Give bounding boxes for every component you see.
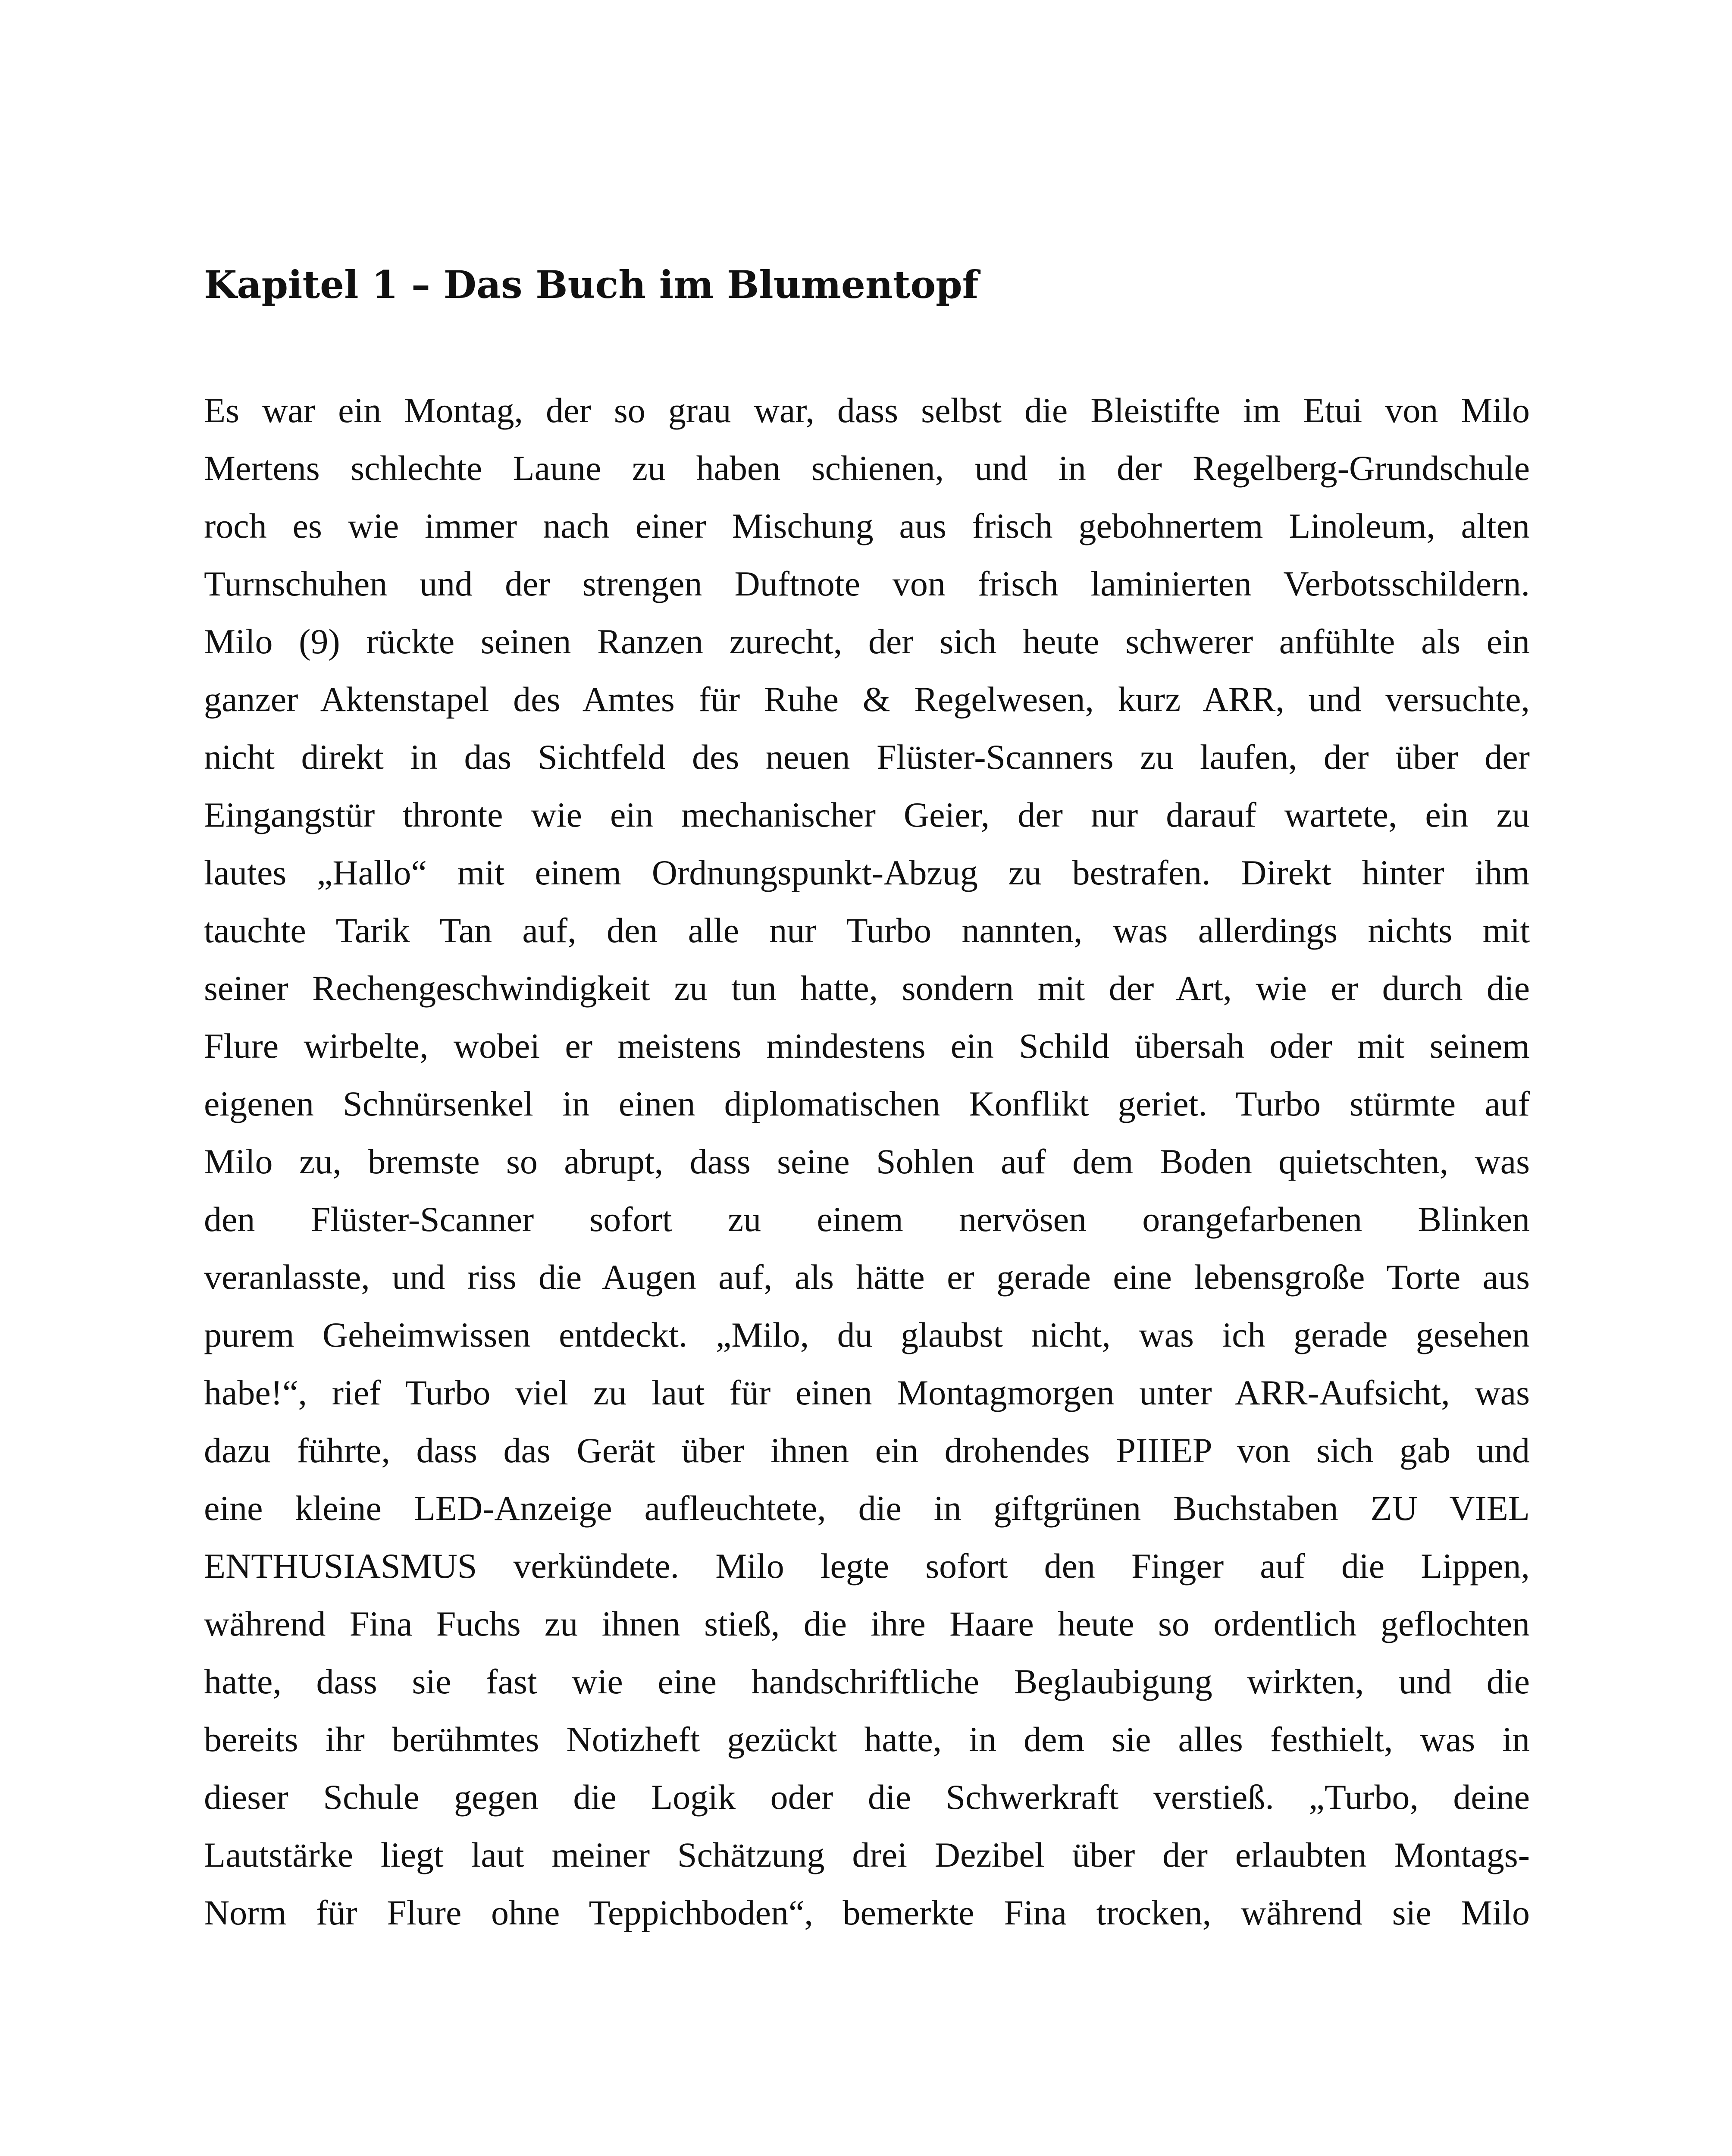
text-line: Flure wirbelte, wobei er meistens mindestens ein Schild übersah oder mit seinem — [204, 1026, 1530, 1065]
text-line: tauchte Tarik Tan auf, den alle nur Turbo nannten, was allerdings nichts mit — [204, 911, 1530, 950]
text-line: lautes „Hallo“ mit einem Ordnungspunkt-Abzug zu bestrafen. Direkt hinter ihm — [204, 853, 1530, 892]
text-line: Turnschuhen und der strengen Duftnote von frisch laminierten Verbotsschildern. — [204, 564, 1530, 603]
text-line: ganzer Aktenstapel des Amtes für Ruhe & Regelwesen, kurz ARR, und versuchte, — [204, 680, 1530, 719]
text-line: roch es wie immer nach einer Mischung aus frisch gebohnertem Linoleum, alten — [204, 506, 1530, 545]
text-line: Milo (9) rückte seinen Ranzen zurecht, der sich heute schwerer anfühlte als ein — [204, 622, 1530, 661]
text-line: bereits ihr berühmtes Notizheft gezückt hatte, in dem sie alles festhielt, was in — [204, 1720, 1530, 1759]
text-line: Norm für Flure ohne Teppichboden“, bemerkte Fina trocken, während sie Milo — [204, 1893, 1530, 1932]
text-line: hatte, dass sie fast wie eine handschriftliche Beglaubigung wirkten, und die — [204, 1662, 1530, 1701]
text-line: den Flüster-Scanner sofort zu einem nervösen orangefarbenen Blinken — [204, 1200, 1530, 1239]
text-line: Mertens schlechte Laune zu haben schienen, und in der Regelberg-Grundschule — [204, 448, 1530, 488]
text-line: Milo zu, bremste so abrupt, dass seine Sohlen auf dem Boden quietschten, was — [204, 1142, 1530, 1181]
text-line: veranlasste, und riss die Augen auf, als hätte er gerade eine lebensgroße Torte aus — [204, 1257, 1530, 1297]
text-line: purem Geheimwissen entdeckt. „Milo, du glaubst nicht, was ich gerade gesehen — [204, 1315, 1530, 1354]
text-line: eine kleine LED-Anzeige aufleuchtete, die in giftgrünen Buchstaben ZU VIEL — [204, 1489, 1530, 1528]
text-line: während Fina Fuchs zu ihnen stieß, die ihre Haare heute so ordentlich geflochten — [204, 1604, 1530, 1643]
text-line: habe!“, rief Turbo viel zu laut für einen Montagmorgen unter ARR-Aufsicht, was — [204, 1373, 1530, 1412]
text-line: dazu führte, dass das Gerät über ihnen ein drohendes PIIIEP von sich gab und — [204, 1431, 1530, 1470]
text-line: Es war ein Montag, der so grau war, dass selbst die Bleistifte im Etui von Milo — [204, 391, 1530, 430]
text-line: eigenen Schnürsenkel in einen diplomatischen Konflikt geriet. Turbo stürmte auf — [204, 1084, 1530, 1123]
text-line: Eingangstür thronte wie ein mechanischer Geier, der nur darauf wartete, ein zu — [204, 795, 1530, 834]
chapter-title: Kapitel 1 – Das Buch im Blumentopf — [204, 262, 979, 307]
text-line: seiner Rechengeschwindigkeit zu tun hatte, sondern mit der Art, wie er durch die — [204, 968, 1530, 1008]
text-line: ENTHUSIASMUS verkündete. Milo legte sofort den Finger auf die Lippen, — [204, 1546, 1530, 1586]
body-paragraph — [204, 382, 1530, 1942]
text-line: dieser Schule gegen die Logik oder die Schwerkraft verstieß. „Turbo, deine — [204, 1777, 1530, 1817]
text-line: Lautstärke liegt laut meiner Schätzung drei Dezibel über der erlaubten Montags- — [204, 1835, 1530, 1874]
text-line: nicht direkt in das Sichtfeld des neuen Flüster-Scanners zu laufen, der über der — [204, 737, 1530, 777]
